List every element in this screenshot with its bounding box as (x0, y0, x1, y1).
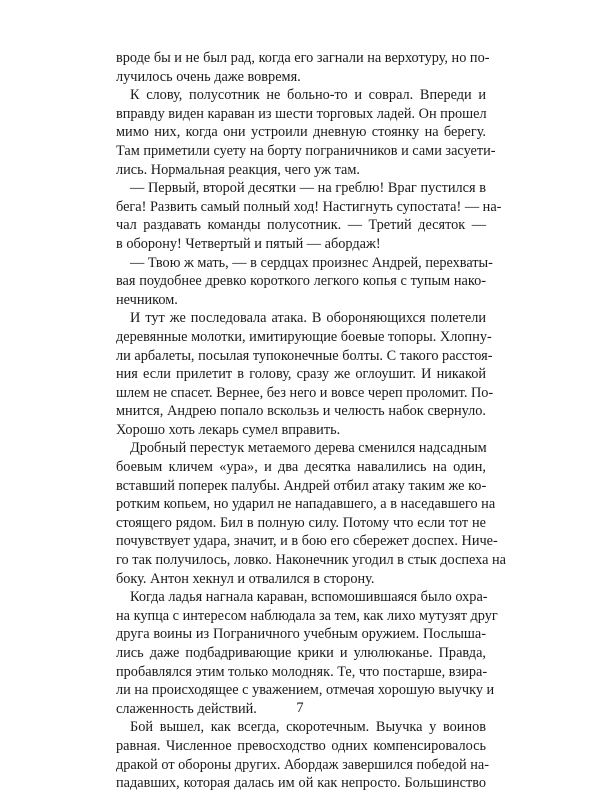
text-line: вправду виден караван из шести торговых ладей. Он прошел (116, 105, 487, 122)
text-line: в оборону! Четвертый и пятый — абордаж! (116, 235, 381, 252)
text-line: мнится, Андрею попало вскользь и челюсть набок свернуло. (116, 403, 486, 420)
text-line: Дробный перестук метаемого дерева сменился надсадным (130, 440, 487, 457)
text-line: боку. Антон хекнул и отвалился в сторону. (116, 570, 375, 587)
text-line: ния если прилетит в голову, сразу же оглоушит. И никакой (116, 366, 486, 383)
text-line: чал раздавать команды полусотник. — Третий десяток — (116, 217, 486, 234)
page-number: 7 (296, 700, 304, 716)
text-line: вая поудобнее древко короткого легкого копья с тупым нако- (116, 273, 486, 290)
text-line: вроде бы и не был рад, когда его загнали на верхотуру, но по- (116, 50, 490, 66)
text-line: К слову, полусотник не больно-то и соврал. Впереди и (130, 87, 486, 104)
text-line: — Твою ж мать, — в сердцах произнес Андрей, перехваты- (130, 254, 493, 271)
text-line: ли на происходящее с уважением, отмечая хорошую выучку и (116, 682, 495, 699)
text-line: деревянные молотки, имитирующие боевые топоры. Хлопну- (116, 328, 492, 345)
text-line: бега! Развить самый полный ход! Настигнуть супостата! — на- (116, 198, 502, 215)
text-line: ротким копьем, но ударил не нападавшего, а в наседавшего на (116, 496, 496, 513)
text-line: го так получилось, ловко. Наконечник угодил в стык доспеха на (116, 552, 507, 569)
text-line: пробавлялся этим только молодняк. Те, что постарше, взира- (116, 663, 488, 680)
text-line: Бой вышел, как всегда, скоротечным. Выучка у воинов (130, 719, 486, 736)
text-line: почувствует удара, значит, и в бою его сбережет доспех. Ничe- (116, 533, 498, 550)
text-line: лись даже подбадривающие крики и улюлюканье. Правда, (116, 645, 486, 661)
text-line: вставший поперек палубы. Андрей отбил атаку таким же ко- (116, 477, 487, 494)
text-line: И тут же последовала атака. В обороняющихся полетели (130, 310, 486, 327)
text-line: дракой от обороны других. Абордаж завершился победой на- (116, 756, 489, 773)
text-line: Когда ладья нагнала караван, вспомошившаяся было охра- (130, 589, 488, 606)
text-line: лучилось очень даже вовремя. (116, 68, 301, 85)
text-line: ли арбалеты, посылая тупоконечные болты. С такого расстоя- (116, 347, 493, 364)
text-line: стоящего рядом. Бил в полную силу. Потому что если тот не (116, 514, 486, 531)
text-line: равная. Численное превосходство одних компенсировалось (116, 737, 486, 754)
text-line: мимо них, когда они устроили дневную стоянку на берегу. (116, 124, 486, 141)
text-line: — Первый, второй десятки — на греблю! Враг пустился в (130, 180, 486, 197)
text-line: друга воины из Пограничного учебным оружием. Послыша- (116, 626, 486, 643)
text-line: лись. Нормальная реакция, чего уж там. (116, 161, 360, 178)
text-line: на купца с интересом наблюдала за тем, как лихо мутузят друг (116, 607, 498, 624)
text-line: боевым кличем «ура», и два десятка навалились на один, (116, 459, 486, 476)
text-line: слаженность действий. (116, 700, 257, 717)
text-line: нечником. (116, 291, 178, 308)
text-line: Хорошо хоть лекарь сумел вправить. (116, 421, 341, 438)
page-text (116, 49, 507, 793)
text-line: падавших, которая далась им ой как непросто. Большинство (116, 775, 486, 792)
text-line: Там приметили суету на борту пограничников и сами засуети- (116, 142, 496, 159)
text-line: шлем не спасет. Вернее, без него и вовсе череп проломит. По- (116, 384, 494, 401)
